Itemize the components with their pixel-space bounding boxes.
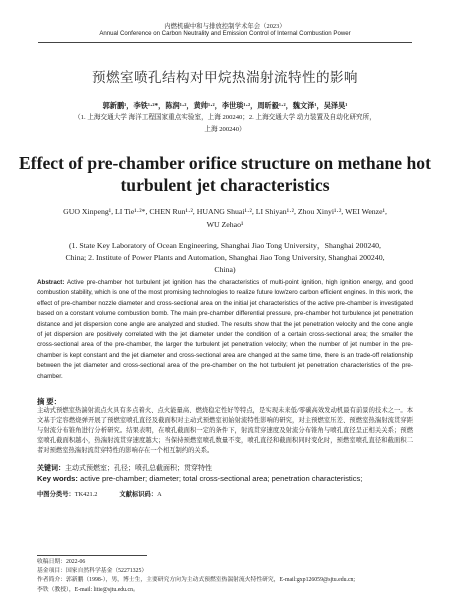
keywords-cn bbox=[37, 463, 212, 473]
authors-en-line: WU Zehao¹ bbox=[206, 219, 244, 229]
title-en-line: Effect of pre-chamber orifice structure on methane hot bbox=[19, 153, 431, 173]
keywords-cn-text: 主动式预燃室；孔径；喷孔总截面积；贯穿特性 bbox=[65, 464, 212, 472]
header-rule bbox=[38, 42, 412, 43]
abstract-en bbox=[37, 278, 413, 382]
authors-cn: 郭新鹏¹，李铁¹·²*，陈润¹·²，黄帅¹·²，李世琰¹·²，周昕毅¹·²，魏文泽¹，吴泽昊¹ bbox=[102, 102, 348, 110]
conference-name-en: Annual Conference on Carbon Neutrality and Emission Control of Internal Combustion Power bbox=[99, 30, 351, 37]
keywords-en bbox=[37, 474, 362, 483]
footnote-received: 收稿日期：2022-06 bbox=[37, 559, 86, 565]
classification bbox=[37, 489, 162, 498]
affiliation-cn-line: 上海 200240） bbox=[204, 125, 246, 133]
doc-code-label: 文献标识码： bbox=[119, 491, 158, 498]
affiliations-cn bbox=[0, 112, 450, 135]
keywords-cn-label: 关键词： bbox=[37, 464, 65, 472]
affiliation-en-line: China; 2. Institute of Power Plants and Automation, Shanghai Jiao Tong University, Shanghai 200240, bbox=[65, 253, 385, 262]
authors-en bbox=[30, 206, 420, 231]
authors-en-line: GUO Xinpeng¹, LI Tie¹·²*, CHEN Run¹·², HUANG Shuai¹·², LI Shiyan¹·², Zhou Xinyi¹·², WEI Wenze¹, bbox=[63, 207, 387, 216]
keywords-en-label: Key words: bbox=[37, 474, 78, 483]
title-en-line: turbulent jet characteristics bbox=[120, 175, 330, 195]
abstract-cn-text: 主动式预燃室热湍射流点火具有多点着火、点火能量高、燃烧稳定性好等特点，是实现未来低/零碳高效发动机最有前景的技术之一。本文基于定容燃烧弹开展了预燃室喷孔直径及截面积对主动式预燃室初始射流特性影响的研究，对主预燃室压差、预燃室热湍射流贯穿距与射流分布锥角进行分析研究。结果表明，在喷孔截面积一定的条件下，射流贯穿速度及射流分布锥角与喷孔直径呈正相关关系；预燃室喷孔截面积越小，热湍射流贯穿速度越大；当保持预燃室喷孔数量不变，喷孔直径和截面积同时变化时，预燃室喷孔直径和截面积二者对预燃室热湍射流贯穿特性的影响存在一个相互制约的关系。 bbox=[37, 407, 413, 454]
footnotes bbox=[37, 558, 413, 595]
keywords-en-text: active pre-chamber; diameter; total cross-sectional area; penetration characteristics; bbox=[80, 474, 363, 483]
footnote-contact: 李铁（教授），E-mail: litie@sjtu.edu.cn。 bbox=[37, 586, 139, 593]
doc-code-value: A bbox=[157, 491, 162, 498]
title-cn: 预燃室喷孔结构对甲烷热湍射流特性的影响 bbox=[92, 70, 358, 85]
clc-label: 中图分类号： bbox=[37, 491, 75, 498]
abstract-cn-heading: 摘 要： bbox=[37, 397, 62, 406]
title-en bbox=[0, 152, 450, 196]
abstract-en-label: Abstract: bbox=[37, 279, 65, 286]
abstract-en-text: Active pre-chamber hot turbulent jet ignition has the characteristics of multi-point ignition, high ignition energy, and good combustion stability, which is one of the most promising technologies to realize future low/zero carbon efficient engines. In this work, the effect of pre-chamber nozzle diameter and cross-sectional area on the initial jet characteristics of the active pre-chamber is investigated based on a constant volume combustion bomb. The main pre-chamber differential pressure, pre-chamber hot turbulence jet penetration distance and jet dispersion cone angle are analyzed and studied. The results show that the jet penetration velocity and the cone angle of jet dispersion are positively correlated with the jet diameter under the condition of a certain cross-sectional area; the smaller the cross-sectional area of the pre-chamber, the larger the turbulent jet penetration velocity; when the number of jet number in the pre-chamber is kept constant and the jet diameter and cross-sectional area are changed at the same time, there is an trade-off relationship between the jet diameter and cross-sectional area of the pre-chamber on the hot turbulent jet penetration characteristics of the pre-chamber. bbox=[37, 279, 413, 380]
affiliation-en-line: China) bbox=[214, 265, 236, 274]
conference-name-cn: 内燃机碳中和与排放控制学术年会（2023） bbox=[164, 23, 286, 30]
affiliation-cn-line: （1. 上海交通大学 海洋工程国家重点实验室，上海 200240；2. 上海交通大学 动力装置及自动化研究所， bbox=[74, 114, 376, 121]
affiliations-en bbox=[30, 240, 420, 276]
footnote-funding: 基金项目：国家自然科学基金（52271325） bbox=[37, 568, 148, 575]
footnote-author-bio: 作者简介：郭新鹏（1998-），男，博士生，主要研究方向为主动式预燃室热湍射流火特性研究，E-mail:gxp126059@sjtu.edu.cn; bbox=[37, 577, 356, 584]
footnote-rule bbox=[37, 555, 147, 556]
affiliation-en-line: (1. State Key Laboratory of Ocean Engineering, Shanghai Jiao Tong University，Shanghai 200240, bbox=[69, 241, 381, 250]
clc-value: TK421.2 bbox=[74, 491, 98, 498]
